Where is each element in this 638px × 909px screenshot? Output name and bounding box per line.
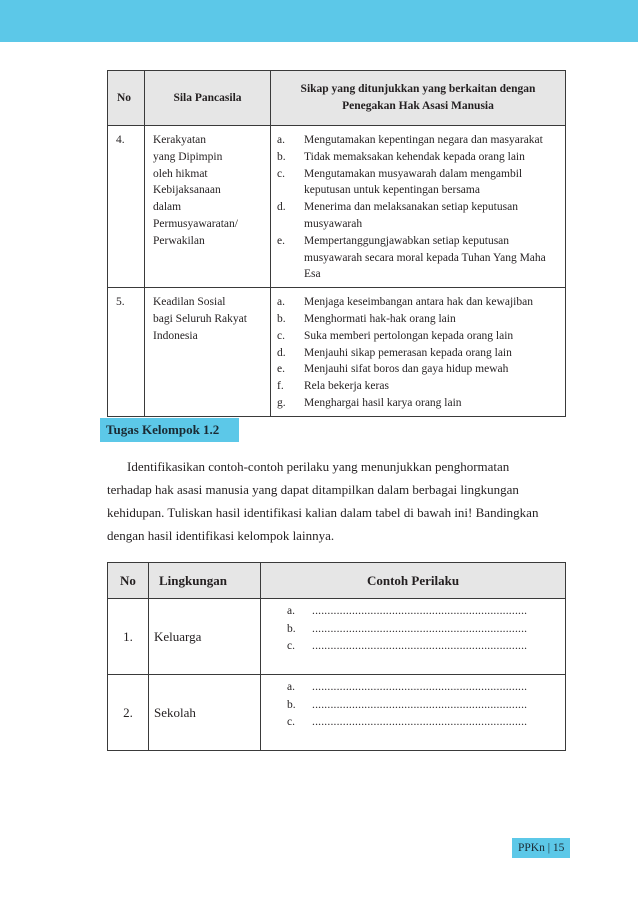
fill-in-blank: ...................................................................... <box>312 605 528 617</box>
list-item <box>277 132 559 149</box>
item-text: Menerima dan melaksanakan setiap keputusan musyawarah <box>304 201 518 230</box>
top-color-bar <box>0 0 638 42</box>
table-row <box>108 288 566 417</box>
list-item <box>277 328 559 345</box>
fill-in-blank: ...................................................................... <box>312 681 528 693</box>
item-letter: b. <box>277 312 286 325</box>
row-sila: Keadilan Sosial bagi Seluruh Rakyat Indonesia <box>145 288 271 417</box>
item-letter: b. <box>287 622 296 635</box>
fill-in-blank: ...................................................................... <box>312 698 528 711</box>
item-text: Rela bekerja keras <box>304 380 389 393</box>
table-header-row <box>108 71 566 126</box>
list-item <box>277 311 559 328</box>
item-letter: e. <box>277 363 285 376</box>
item-text: Mengutamakan musyawarah dalam mengambil keputusan untuk kepentingan bersama <box>304 167 523 197</box>
header-lingkungan: Lingkungan <box>149 563 261 599</box>
list-item <box>277 378 559 395</box>
fill-in-blank: ...................................................................... <box>312 622 528 635</box>
list-item <box>287 603 565 621</box>
item-text: Menghargai hasil karya orang lain <box>304 396 462 409</box>
item-letter: g. <box>277 396 286 409</box>
behavior-examples-table <box>107 562 566 751</box>
list-item <box>287 714 565 732</box>
page-footer-label: PPKn | 15 <box>512 838 570 858</box>
table-header-row <box>108 563 566 599</box>
item-text: Tidak memaksakan kehendak kepada orang lain <box>304 150 525 163</box>
paragraph-line: dengan hasil identifikasi kelompok lainnya. <box>107 528 335 543</box>
item-text: Menjauhi sikap pemerasan kepada orang lain <box>304 346 512 359</box>
item-text: Menghormati hak-hak orang lain <box>304 312 456 325</box>
task-title-label: Tugas Kelompok 1.2 <box>100 418 239 442</box>
fill-in-blank: ...................................................................... <box>312 640 528 652</box>
item-letter: b. <box>277 150 286 163</box>
list-item <box>277 345 559 362</box>
item-text: Mengutamakan kepentingan negara dan masyarakat <box>304 134 543 146</box>
row-no: 5. <box>108 288 145 417</box>
list-item <box>277 395 559 412</box>
row-no: 4. <box>108 126 145 288</box>
list-item <box>277 361 559 378</box>
item-letter: c. <box>277 329 285 342</box>
table-row <box>108 675 566 751</box>
list-item <box>287 697 565 715</box>
header-sikap <box>271 71 566 126</box>
item-letter: a. <box>277 134 285 146</box>
list-item <box>287 679 565 697</box>
item-letter: c. <box>287 640 295 652</box>
row-lingkungan: Sekolah <box>149 675 261 751</box>
task-instruction-paragraph <box>107 455 566 547</box>
item-letter: c. <box>277 167 285 180</box>
item-text: Menjauhi sifat boros dan gaya hidup mewah <box>304 363 509 376</box>
list-item <box>277 294 559 311</box>
item-text: Suka memberi pertolongan kepada orang lain <box>304 329 514 342</box>
list-item <box>277 199 559 233</box>
item-text: Menjaga keseimbangan antara hak dan kewajiban <box>304 296 533 309</box>
row-sila: Kerakyatan yang Dipimpin oleh hikmat Kebijaksanaan dalam Permusyawaratan/ Perwakilan <box>145 126 271 288</box>
row-no: 2. <box>108 675 149 751</box>
paragraph-line: terhadap hak asasi manusia yang dapat ditampilkan dalam berbagai lingkungan <box>107 482 519 497</box>
pancasila-attitude-table <box>107 70 566 417</box>
list-item <box>277 166 559 200</box>
item-letter: a. <box>277 296 285 309</box>
item-letter: f. <box>277 380 284 393</box>
row-examples <box>261 599 566 675</box>
item-letter: a. <box>287 605 295 617</box>
header-sikap-line1: Sikap yang ditunjukkan yang berkaitan dengan <box>300 83 536 95</box>
header-sila: Sila Pancasila <box>145 71 271 126</box>
item-letter: b. <box>287 698 296 711</box>
header-contoh-perilaku: Contoh Perilaku <box>261 563 566 599</box>
fill-in-blank: ...................................................................... <box>312 716 528 728</box>
list-item <box>277 149 559 166</box>
paragraph-line: Identifikasikan contoh-contoh perilaku yang menunjukkan penghormatan <box>127 459 510 474</box>
list-item <box>277 233 559 283</box>
header-sikap-line2: Penegakan Hak Asasi Manusia <box>342 100 494 112</box>
item-letter: d. <box>277 201 286 214</box>
item-letter: e. <box>277 234 285 247</box>
row-lingkungan: Keluarga <box>149 599 261 675</box>
row-examples <box>261 675 566 751</box>
row-attitudes <box>271 288 566 417</box>
item-letter: d. <box>277 346 286 359</box>
item-letter: a. <box>287 681 295 693</box>
list-item <box>287 621 565 639</box>
row-attitudes <box>271 126 566 288</box>
header-no: No <box>108 563 149 599</box>
table-row <box>108 599 566 675</box>
paragraph-line: kehidupan. Tuliskan hasil identifikasi kalian dalam tabel di bawah ini! Bandingkan <box>107 505 539 520</box>
item-text: Mempertanggungjawabkan setiap keputusan musyawarah secara moral kepada Tuhan Yang Maha Esa <box>304 234 546 281</box>
row-no: 1. <box>108 599 149 675</box>
item-letter: c. <box>287 716 295 728</box>
list-item <box>287 638 565 656</box>
header-no: No <box>108 71 145 126</box>
table-row <box>108 126 566 288</box>
